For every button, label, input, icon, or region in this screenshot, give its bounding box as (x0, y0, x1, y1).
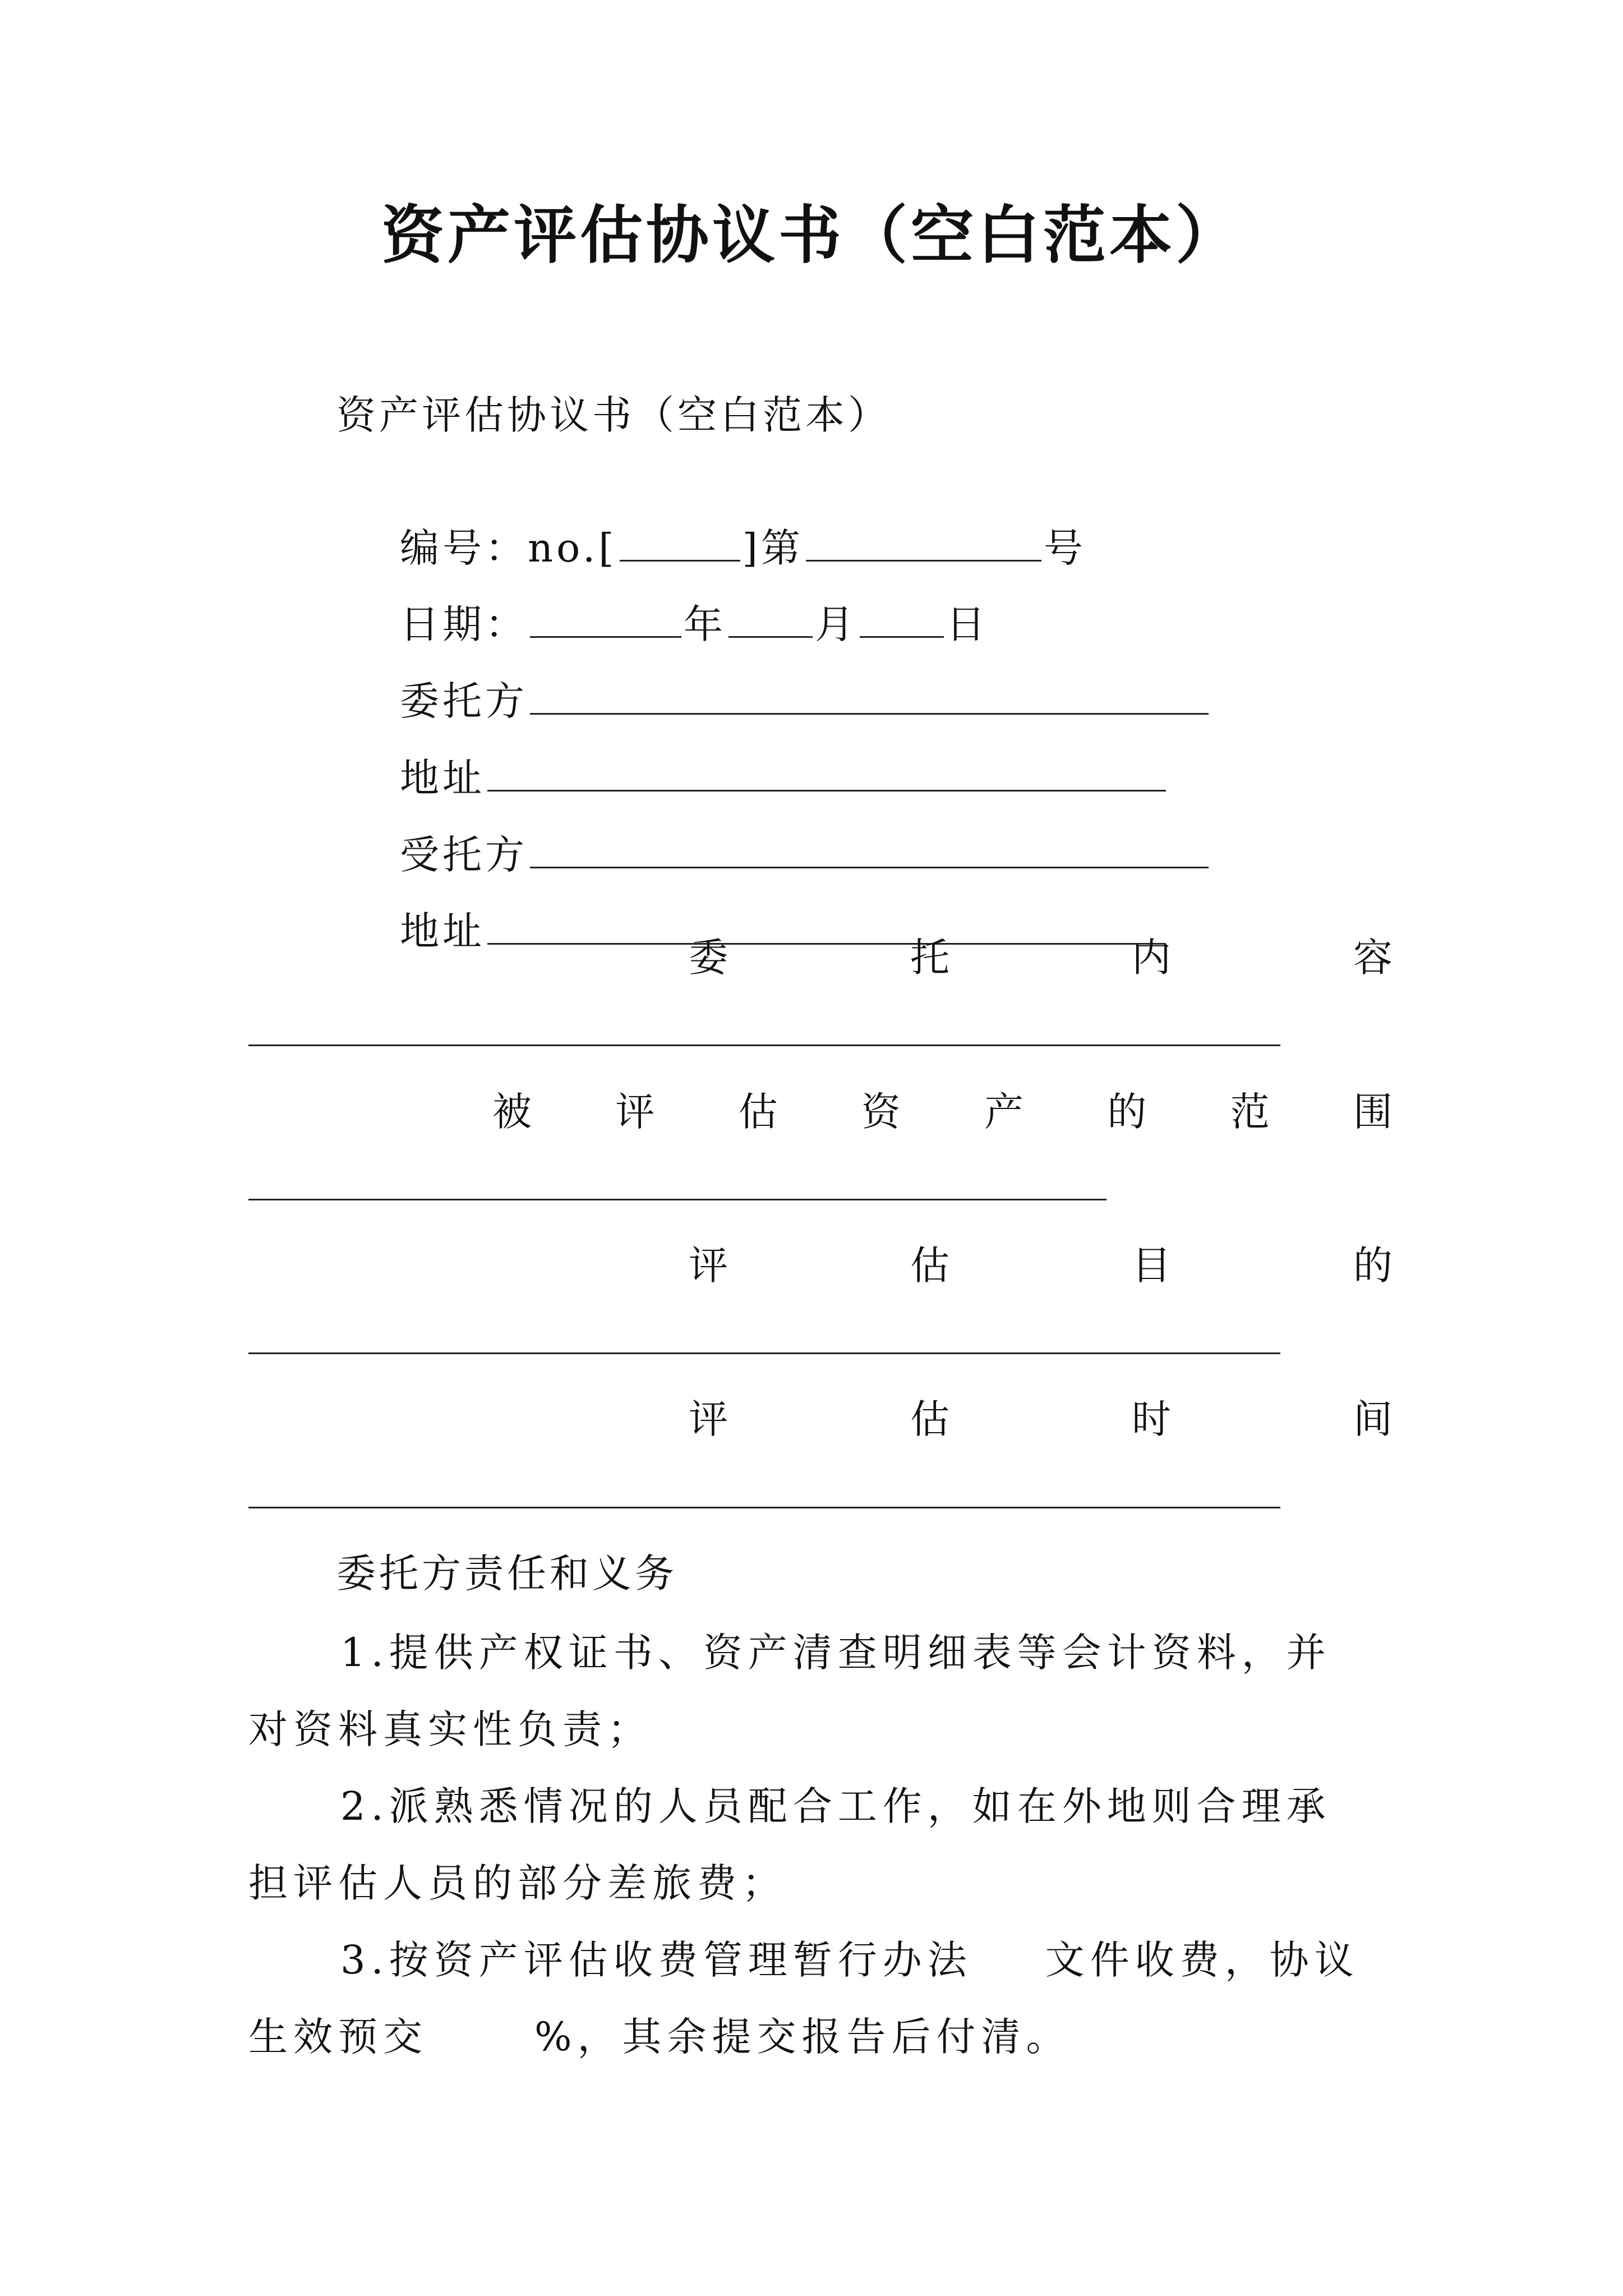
duty-3-part-b: 文件收费，协议生效预交 (248, 1937, 1359, 2060)
client-address-label: 地址 (400, 755, 486, 801)
trustee-label: 受托方 (400, 832, 528, 878)
number-di: 第 (760, 525, 804, 571)
number-label: 编号：no. (400, 525, 599, 571)
document-subtitle: 资产评估协议书（空白范本） (336, 392, 891, 438)
bracket-close: ] (742, 525, 761, 571)
section-char: 产 (984, 1089, 1024, 1135)
time-rule[interactable] (248, 1507, 1280, 1508)
section-char: 资 (861, 1089, 901, 1135)
duty-3-part-a: 3.按资产评估收费管理暂行办法 (340, 1937, 972, 1983)
purpose-rule[interactable] (248, 1352, 1280, 1354)
section-char: 的 (1353, 1243, 1393, 1289)
section-char: 目 (1132, 1243, 1171, 1289)
date-month: 月 (815, 601, 858, 647)
section-char: 估 (910, 1243, 949, 1289)
section-char: 容 (1353, 935, 1393, 981)
document-title: 资产评估协议书（空白范本） (381, 199, 1242, 272)
section-asset-scope (492, 1084, 1393, 1140)
section-purpose (689, 1237, 1393, 1294)
section-char: 的 (1107, 1089, 1147, 1135)
trustee-address-label: 地址 (400, 908, 486, 954)
asset-scope-rule[interactable] (248, 1199, 1106, 1200)
section-char: 评 (689, 1396, 728, 1442)
duty-3-paragraph (248, 1922, 1376, 2076)
section-char: 估 (910, 1396, 949, 1442)
date-year: 年 (684, 601, 727, 647)
section-time (689, 1391, 1393, 1447)
section-char: 围 (1353, 1089, 1393, 1135)
section-char: 范 (1230, 1089, 1270, 1135)
date-label: 日期： (400, 601, 528, 647)
duty-1-paragraph: 1.提供产权证书、资产清查明细表等会计资料，并对资料真实性负责； (248, 1630, 1331, 1752)
duty-2-paragraph: 2.派熟悉情况的人员配合工作，如在外地则合理承担评估人员的部分差旅费； (248, 1783, 1331, 1906)
bracket-open: [ (598, 525, 617, 571)
client-label: 委托方 (400, 678, 528, 724)
entrust-content-rule[interactable] (248, 1045, 1280, 1046)
section-char: 评 (615, 1089, 655, 1135)
duty-3-part-c: %，其余提交报告后付清。 (534, 2014, 1071, 2060)
section-char: 间 (1353, 1396, 1393, 1442)
duties-heading: 委托方责任和义务 (336, 1550, 677, 1596)
section-char: 估 (738, 1089, 778, 1135)
section-char: 时 (1132, 1396, 1171, 1442)
section-entrust-content (689, 930, 1393, 986)
number-hao: 号 (1043, 525, 1086, 571)
section-char: 评 (689, 1243, 728, 1289)
date-day: 日 (946, 601, 989, 647)
section-char: 委 (689, 935, 728, 981)
section-char: 托 (910, 935, 949, 981)
section-char: 内 (1132, 935, 1171, 981)
section-char: 被 (492, 1089, 532, 1135)
